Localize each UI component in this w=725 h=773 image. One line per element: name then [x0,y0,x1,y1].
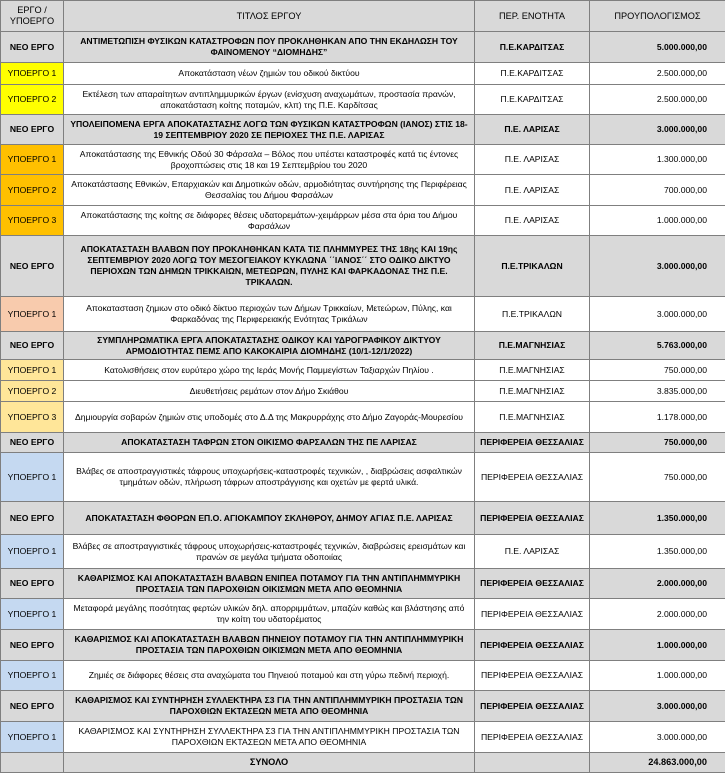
row-type: ΝΕΟ ΕΡΓΟ [1,332,64,360]
table-row [1,661,725,691]
table-row [1,115,725,145]
row-title: ΚΑΘΑΡΙΣΜΟΣ ΚΑΙ ΣΥΝΤΗΡΗΣΗ ΣΥΛΛΕΚΤΗΡΑ Σ3 ΓΙΑ ΤΗΝ ΑΝΤΙΠΛΗΜΜΥΡΙΚΗ ΠΡΟΣΤΑΣΙΑ ΤΩΝ ΠΑΡΟΧΘΙΩΝ ΕΚΤΑΣΕΩΝ ΜΕΤΑ ΑΠΟ ΘΕΟΜΗΝΙΑ [64,691,475,722]
row-type: ΥΠΟΕΡΓΟ 1 [1,599,64,630]
header-title: ΤΙΤΛΟΣ ΕΡΓΟΥ [64,1,475,32]
row-title: ΣΥΜΠΛΗΡΩΜΑΤΙΚΑ ΕΡΓΑ ΑΠΟΚΑΤΑΣΤΑΣΗΣ ΟΔΙΚΟΥ ΚΑΙ ΥΔΡΟΓΡΑΦΙΚΟΥ ΔΙΚΤΥΟΥ ΑΡΜΟΔΙΟΤΗΤΑΣ ΠΕΜΣ ΑΠΟ ΚΑΚΟΚΑΙΡΙΑ ΔΙΟΜΗΔΗΣ (10/1-12/1/2022) [64,332,475,360]
row-type: ΥΠΟΕΡΓΟ 3 [1,402,64,433]
row-title: ΚΑΘΑΡΙΣΜΟΣ ΚΑΙ ΑΠΟΚΑΤΑΣΤΑΣΗ ΒΛΑΒΩΝ ΠΗΝΕΙΟΥ ΠΟΤΑΜΟΥ ΓΙΑ ΤΗΝ ΑΝΤΙΠΛΗΜΜΥΡΙΚΗ ΠΡΟΣΤΑΣΙΑ ΤΩΝ ΠΑΡΟΧΘΙΩΝ ΟΙΚΙΣΜΩΝ ΜΕΤΑ ΑΠΟ ΘΕΟΜΗΝΙΑ [64,630,475,661]
row-budget: 750.000,00 [590,453,725,502]
row-type: ΝΕΟ ΕΡΓΟ [1,569,64,599]
row-budget: 2.500.000,00 [590,85,725,115]
row-unit: Π.Ε.ΜΑΓΝΗΣΙΑΣ [475,402,590,433]
table-row [1,599,725,630]
row-unit: Π.Ε. ΛΑΡΙΣΑΣ [475,535,590,569]
table-row [1,63,725,85]
row-title: ΑΠΟΚΑΤΑΣΤΑΣΗ ΦΘΟΡΩΝ ΕΠ.Ο. ΑΓΙΟΚΑΜΠΟΥ ΣΚΛΗΘΡΟΥ, ΔΗΜΟΥ ΑΓΙΑΣ Π.Ε. ΛΑΡΙΣΑΣ [64,502,475,535]
row-unit: Π.Ε.ΜΑΓΝΗΣΙΑΣ [475,381,590,402]
row-unit: Π.Ε. ΛΑΡΙΣΑΣ [475,145,590,175]
row-budget: 1.300.000,00 [590,145,725,175]
table-row [1,453,725,502]
total-label: ΣΥΝΟΛΟ [64,753,475,773]
table-row [1,402,725,433]
table-row [1,206,725,236]
row-budget: 1.350.000,00 [590,502,725,535]
row-budget: 1.000.000,00 [590,661,725,691]
row-title: Μεταφορά μεγάλης ποσότητας φερτών υλικών δηλ. απορριμμάτων, μπαζών καθώς και βλάστησης από την κοίτη του υδατορέματος [64,599,475,630]
row-unit: ΠΕΡΙΦΕΡΕΙΑ ΘΕΣΣΑΛΙΑΣ [475,722,590,753]
row-unit: Π.Ε. ΛΑΡΙΣΑΣ [475,206,590,236]
row-unit: ΠΕΡΙΦΕΡΕΙΑ ΘΕΣΣΑΛΙΑΣ [475,502,590,535]
row-unit: Π.Ε.ΜΑΓΝΗΣΙΑΣ [475,360,590,381]
row-type: ΥΠΟΕΡΓΟ 2 [1,85,64,115]
total-row [1,753,725,773]
row-title: ΑΠΟΚΑΤΑΣΤΑΣΗ ΒΛΑΒΩΝ ΠΟΥ ΠΡΟΚΛΗΘΗΚΑΝ ΚΑΤΑ ΤΙΣ ΠΛΗΜΜΥΡΕΣ ΤΗΣ 18ης ΚΑΙ 19ης ΣΕΠΤΕΜΒΡΙΟΥ 2020 ΛΟΓΩ ΤΟΥ ΜΕΣΟΓΕΙΑΚΟΥ ΚΥΚΛΩΝΑ ΄΄ΙΑΝΟΣ΄΄ ΣΤΟ ΟΔΙΚΟ ΔΙΚΤΥΟ ΠΕΡΙΟΧΩΝ ΤΩΝ ΔΗΜΩΝ ΤΡΙΚΚΑΙΩΝ, ΜΕΤΕΩΡΩΝ, ΠΥΛΗΣ ΚΑΙ ΦΑΡΚΑΔΟΝΑΣ ΤΗΣ Π.Ε. ΤΡΙΚΑΛΩΝ. [64,236,475,297]
row-type: ΝΕΟ ΕΡΓΟ [1,691,64,722]
row-budget: 3.000.000,00 [590,297,725,332]
row-budget: 2.000.000,00 [590,569,725,599]
table-row [1,691,725,722]
table-row [1,145,725,175]
row-type: ΥΠΟΕΡΓΟ 3 [1,206,64,236]
header-unit: ΠΕΡ. ΕΝΟΤΗΤΑ [475,1,590,32]
table-row [1,85,725,115]
table-row [1,381,725,402]
row-title: Αποκατάσταση νέων ζημιών του οδικού δικτύου [64,63,475,85]
header-budget: ΠΡΟΥΠΟΛΟΓΙΣΜΟΣ [590,1,725,32]
row-type: ΝΕΟ ΕΡΓΟ [1,630,64,661]
table-row [1,332,725,360]
total-unit-empty-cell [475,753,590,773]
row-title: Διευθετήσεις ρεμάτων στον Δήμο Σκιάθου [64,381,475,402]
row-budget: 1.350.000,00 [590,535,725,569]
row-title: Βλάβες σε αποστραγγιστικές τάφρους υποχωρήσεις-καταστροφές τεχνικών, διαβρώσεις ερεισμάτων και πρανών σε μεγάλα τμήματα οδοποιίας [64,535,475,569]
row-title: Εκτέλεση των απαραίτητων αντιπλημμυρικών έργων (ενίσχυση αναχωμάτων, προστασία πρανών, αποκατάσταση κοίτης ποταμών, κλπ) της Π.Ε. Καρδίτσας [64,85,475,115]
row-title: ΚΑΘΑΡΙΣΜΟΣ ΚΑΙ ΣΥΝΤΗΡΗΣΗ ΣΥΛΛΕΚΤΗΡΑ Σ3 ΓΙΑ ΤΗΝ ΑΝΤΙΠΛΗΜΜΥΡΙΚΗ ΠΡΟΣΤΑΣΙΑ ΤΩΝ ΠΑΡΟΧΘΙΩΝ ΕΚΤΑΣΕΩΝ ΜΕΤΑ ΑΠΟ ΘΕΟΜΗΝΙΑ [64,722,475,753]
row-unit: Π.Ε.ΜΑΓΝΗΣΙΑΣ [475,332,590,360]
row-unit: ΠΕΡΙΦΕΡΕΙΑ ΘΕΣΣΑΛΙΑΣ [475,630,590,661]
row-title: Βλάβες σε αποστραγγιστικές τάφρους υποχωρήσεις-καταστροφές τεχνικών, , διαβρώσεις ασφαλτικών τμημάτων οδών, πλήρωση τάφρων αποστράγγισης και οχετών με φερτά υλικά. [64,453,475,502]
table-row [1,236,725,297]
row-type: ΥΠΟΕΡΓΟ 1 [1,63,64,85]
row-budget: 700.000,00 [590,175,725,206]
row-title: Αποκατασταση ζημιων στο οδικό δίκτυο περιοχών των Δήμων Τρικκαίων, Μετεώρων, Πύλης, και Φαρκαδόνας της Περιφερειακής Ενότητας Τρικάλων [64,297,475,332]
row-unit: Π.Ε.ΚΑΡΔΙΤΣΑΣ [475,32,590,63]
row-budget: 2.500.000,00 [590,63,725,85]
row-budget: 1.000.000,00 [590,630,725,661]
row-type: ΥΠΟΕΡΓΟ 2 [1,175,64,206]
table-row [1,175,725,206]
table-row [1,722,725,753]
row-type: ΥΠΟΕΡΓΟ 1 [1,297,64,332]
row-title: ΑΝΤΙΜΕΤΩΠΙΣΗ ΦΥΣΙΚΩΝ ΚΑΤΑΣΤΡΟΦΩΝ ΠΟΥ ΠΡΟΚΛΗΘΗΚΑΝ ΑΠΟ ΤΗΝ ΕΚΔΗΛΩΣΗ ΤΟΥ ΦΑΙΝΟΜΕΝΟΥ “ΔΙΟΜΗΔΗΣ” [64,32,475,63]
row-title: Αποκατάστασης Εθνικών, Επαρχιακών και Δημοτικών οδών, αρμοδιότητας συντήρησης της Περιφέρειας Θεσσαλίας του Δήμου Φαρσάλων [64,175,475,206]
row-unit: ΠΕΡΙΦΕΡΕΙΑ ΘΕΣΣΑΛΙΑΣ [475,661,590,691]
row-budget: 3.835.000,00 [590,381,725,402]
row-unit: Π.Ε.ΤΡΙΚΑΛΩΝ [475,297,590,332]
row-type: ΥΠΟΕΡΓΟ 2 [1,381,64,402]
row-type: ΥΠΟΕΡΓΟ 1 [1,453,64,502]
row-type: ΝΕΟ ΕΡΓΟ [1,502,64,535]
row-title: Αποκατάστασης της κοίτης σε διάφορες θέσεις υδατορεμάτων-χειμάρρων μέσα στα όρια του Δήμου Φαρσάλων [64,206,475,236]
row-type: ΝΕΟ ΕΡΓΟ [1,115,64,145]
table-row [1,433,725,453]
row-title: Ζημιές σε διάφορες θέσεις στα αναχώματα του Πηνειού ποταμού και στη γύρω πεδινή περιοχή. [64,661,475,691]
row-unit: Π.Ε. ΛΑΡΙΣΑΣ [475,175,590,206]
table-row [1,360,725,381]
row-unit: ΠΕΡΙΦΕΡΕΙΑ ΘΕΣΣΑΛΙΑΣ [475,453,590,502]
header-type: ΕΡΓΟ / ΥΠΟΕΡΓΟ [1,1,64,32]
row-unit: ΠΕΡΙΦΕΡΕΙΑ ΘΕΣΣΑΛΙΑΣ [475,433,590,453]
table-header [1,1,725,32]
table-row [1,502,725,535]
row-type: ΝΕΟ ΕΡΓΟ [1,32,64,63]
row-budget: 5.000.000,00 [590,32,725,63]
row-unit: Π.Ε. ΛΑΡΙΣΑΣ [475,115,590,145]
total-budget: 24.863.000,00 [590,753,725,773]
row-unit: Π.Ε.ΚΑΡΔΙΤΣΑΣ [475,63,590,85]
row-unit: ΠΕΡΙΦΕΡΕΙΑ ΘΕΣΣΑΛΙΑΣ [475,691,590,722]
row-type: ΥΠΟΕΡΓΟ 1 [1,145,64,175]
row-unit: Π.Ε.ΤΡΙΚΑΛΩΝ [475,236,590,297]
row-budget: 3.000.000,00 [590,236,725,297]
row-title: Αποκατάστασης της Εθνικής Οδού 30 Φάρσαλα – Βόλος που υπέστει καταστροφές κατά τις έντονες βροχοπτώσεις στις 18 και 19 Σεπτεμβρίου του 2020 [64,145,475,175]
row-budget: 750.000,00 [590,433,725,453]
row-type: ΝΕΟ ΕΡΓΟ [1,433,64,453]
row-budget: 5.763.000,00 [590,332,725,360]
row-budget: 3.000.000,00 [590,722,725,753]
row-title: ΑΠΟΚΑΤΑΣΤΑΣΗ ΤΑΦΡΩΝ ΣΤΟΝ ΟΙΚΙΣΜΟ ΦΑΡΣΑΛΩΝ ΤΗΣ ΠΕ ΛΑΡΙΣΑΣ [64,433,475,453]
row-type: ΥΠΟΕΡΓΟ 1 [1,661,64,691]
row-type: ΥΠΟΕΡΓΟ 1 [1,722,64,753]
table-row [1,630,725,661]
row-budget: 2.000.000,00 [590,599,725,630]
row-budget: 1.000.000,00 [590,206,725,236]
table-row [1,297,725,332]
total-empty-cell [1,753,64,773]
row-budget: 1.178.000,00 [590,402,725,433]
table-row [1,32,725,63]
row-title: ΥΠΟΛΕΙΠΟΜΕΝΑ ΕΡΓΑ ΑΠΟΚΑΤΑΣΤΑΣΗΣ ΛΟΓΩ ΤΩΝ ΦΥΣΙΚΩΝ ΚΑΤΑΣΤΡΟΦΩΝ (ΙΑΝΟΣ) ΣΤΙΣ 18-19 ΣΕΠΤΕΜΒΡΙΟΥ 2020 ΣΕ ΠΕΡΙΟΧΕΣ ΤΗΣ Π.Ε. ΛΑΡΙΣΑΣ [64,115,475,145]
row-type: ΥΠΟΕΡΓΟ 1 [1,535,64,569]
row-budget: 750.000,00 [590,360,725,381]
row-unit: Π.Ε.ΚΑΡΔΙΤΣΑΣ [475,85,590,115]
row-title: ΚΑΘΑΡΙΣΜΟΣ ΚΑΙ ΑΠΟΚΑΤΑΣΤΑΣΗ ΒΛΑΒΩΝ ΕΝΙΠΕΑ ΠΟΤΑΜΟΥ ΓΙΑ ΤΗΝ ΑΝΤΙΠΛΗΜΜΥΡΙΚΗ ΠΡΟΣΤΑΣΙΑ ΤΩΝ ΠΑΡΟΧΘΙΩΝ ΟΙΚΙΣΜΩΝ ΜΕΤΑ ΑΠΟ ΘΕΟΜΗΝΙΑ [64,569,475,599]
row-budget: 3.000.000,00 [590,115,725,145]
row-budget: 3.000.000,00 [590,691,725,722]
table-row [1,569,725,599]
row-title: Δημιουργία σοβαρών ζημιών στις υποδομές στο Δ.Δ της Μακρυρράχης στο Δήμο Ζαγοράς-Μουρεσίου [64,402,475,433]
row-type: ΝΕΟ ΕΡΓΟ [1,236,64,297]
row-title: Κατολισθήσεις στον ευρύτερο χώρο της Ιεράς Μονής Παμμεγίστων Ταξιαρχών Πηλίου . [64,360,475,381]
table-row [1,535,725,569]
row-unit: ΠΕΡΙΦΕΡΕΙΑ ΘΕΣΣΑΛΙΑΣ [475,569,590,599]
row-unit: ΠΕΡΙΦΕΡΕΙΑ ΘΕΣΣΑΛΙΑΣ [475,599,590,630]
row-type: ΥΠΟΕΡΓΟ 1 [1,360,64,381]
